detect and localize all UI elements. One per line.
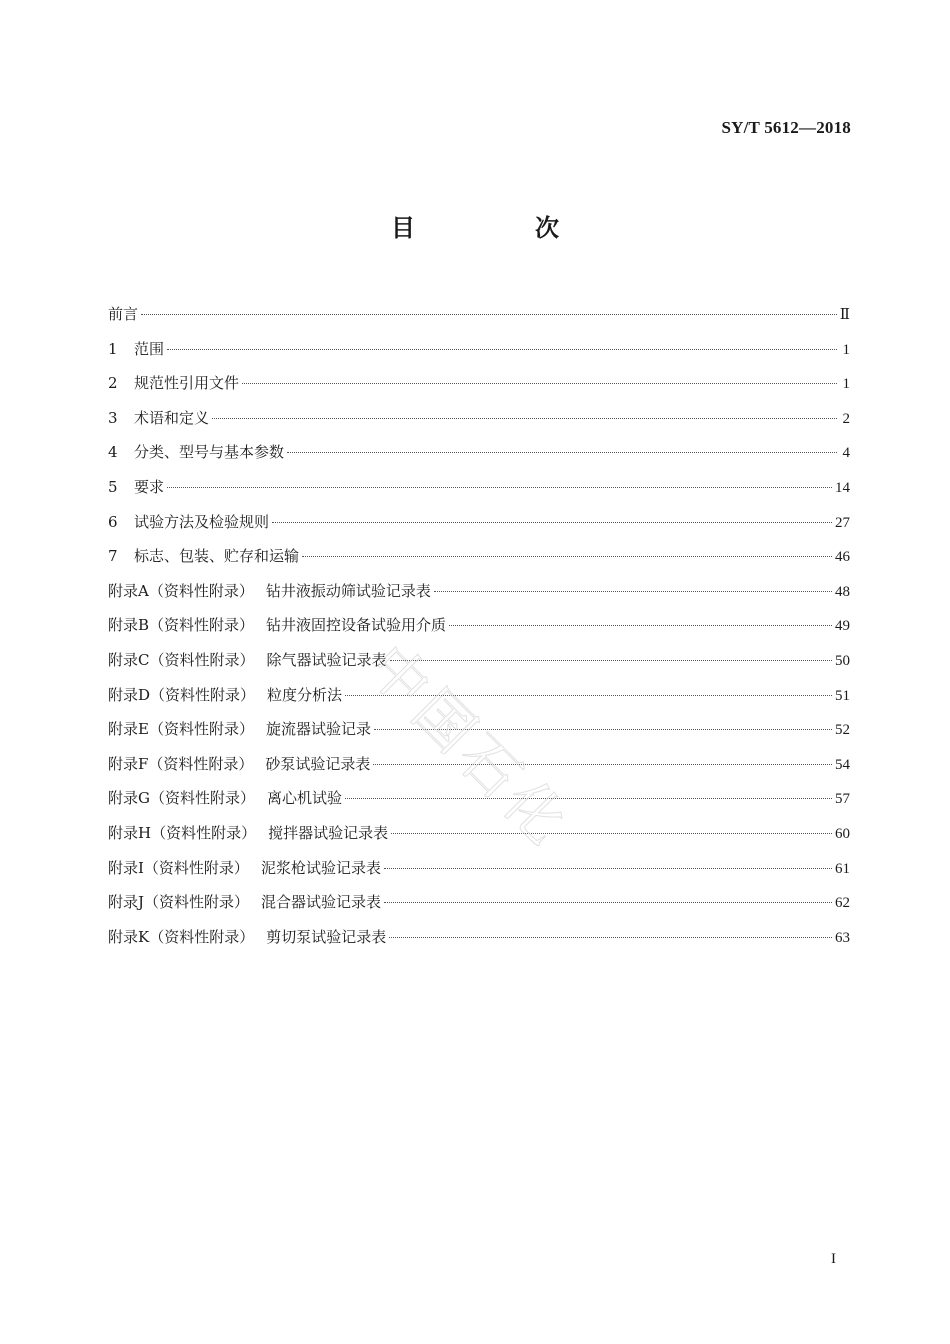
- toc-leader-dots: [167, 349, 837, 350]
- toc-entry-appendix-b[interactable]: [108, 613, 850, 648]
- toc-entry-page: 62: [835, 895, 850, 912]
- toc-entry-appendix-i[interactable]: [108, 856, 850, 891]
- toc-entry-1[interactable]: [108, 337, 850, 372]
- toc-appendix-label: 附录H（资料性附录）: [108, 823, 257, 842]
- toc-entry-6[interactable]: [108, 510, 850, 545]
- toc-appendix-label: 附录E（资料性附录）: [108, 720, 254, 739]
- toc-entry-7[interactable]: [108, 544, 850, 579]
- toc-entry-title: 前言: [108, 305, 139, 323]
- toc-leader-dots: [374, 729, 832, 730]
- toc-leader-dots: [212, 418, 837, 419]
- page-number: I: [831, 1251, 836, 1267]
- toc-entry-appendix-e[interactable]: [108, 717, 850, 752]
- toc-appendix-label: 附录F（资料性附录）: [108, 754, 254, 773]
- toc-appendix-label: 附录K（资料性附录）: [108, 927, 255, 946]
- toc-appendix-label: 附录I（资料性附录）: [108, 858, 249, 877]
- toc-entry-title: 混合器试验记录表: [261, 893, 382, 912]
- toc-entry-appendix-d[interactable]: [108, 683, 850, 718]
- toc-leader-dots: [389, 937, 832, 938]
- toc-entry-title: 旋流器试验记录: [265, 720, 371, 739]
- toc-appendix-label: 附录C（资料性附录）: [108, 650, 255, 669]
- toc-entry-title: 要求: [134, 477, 165, 496]
- toc-entry-number: 4: [108, 443, 118, 462]
- toc-entry-page: 2: [842, 410, 850, 427]
- toc-entry-number: 5: [108, 477, 118, 496]
- toc-entry-title: 剪切泵试验记录表: [266, 927, 387, 946]
- toc-entry-appendix-k[interactable]: [108, 925, 850, 960]
- toc-leader-dots: [272, 522, 832, 523]
- toc-entry-number: 6: [108, 512, 118, 531]
- toc-entry-page: 52: [835, 722, 850, 739]
- toc-entry-number: 1: [108, 339, 118, 358]
- toc-entry-appendix-g[interactable]: [108, 786, 850, 821]
- toc-entry-page: 60: [835, 825, 850, 842]
- toc-entry-page: 48: [835, 583, 850, 600]
- toc-entry-title: 钻井液固控设备试验用介质: [266, 616, 447, 635]
- toc-entry-appendix-f[interactable]: [108, 752, 850, 787]
- toc-appendix-label: 附录A（资料性附录）: [108, 581, 254, 600]
- toc-entry-number: 3: [108, 408, 118, 427]
- toc-entry-title: 范围: [134, 339, 165, 358]
- toc-appendix-label: 附录G（资料性附录）: [108, 789, 255, 808]
- toc-leader-dots: [167, 487, 832, 488]
- toc-leader-dots: [302, 556, 832, 557]
- toc-leader-dots: [391, 833, 832, 834]
- toc-entry-page: 63: [835, 929, 850, 946]
- toc-entry-page: 27: [835, 514, 850, 531]
- toc-entry-page: 51: [835, 687, 850, 704]
- toc-leader-dots: [345, 798, 832, 799]
- toc-entry-title: 术语和定义: [134, 408, 210, 427]
- toc-entry-page: 50: [835, 652, 850, 669]
- toc-leader-dots: [373, 764, 832, 765]
- toc-leader-dots: [384, 868, 832, 869]
- toc-entry-4[interactable]: [108, 440, 850, 475]
- toc-entry-number: 2: [108, 374, 118, 393]
- toc-entry-title: 搅拌器试验记录表: [268, 823, 389, 842]
- toc-entry-appendix-j[interactable]: [108, 890, 850, 925]
- toc-entry-page: 1: [842, 341, 850, 358]
- toc-entry-appendix-a[interactable]: [108, 579, 850, 614]
- toc-leader-dots: [287, 452, 837, 453]
- toc-entry-title: 泥浆枪试验记录表: [260, 858, 381, 877]
- watermark: 中国石化: [354, 631, 584, 861]
- toc-leader-dots: [434, 591, 832, 592]
- page-title: 目 次: [391, 214, 607, 242]
- toc-entry-appendix-h[interactable]: [108, 821, 850, 856]
- toc-entry-page: 46: [835, 549, 850, 566]
- toc-entry-5[interactable]: [108, 475, 850, 510]
- toc-entry-page: 1: [842, 376, 850, 393]
- toc-entry-title: 规范性引用文件: [134, 374, 240, 393]
- toc-entry-page: Ⅱ: [839, 307, 850, 323]
- toc-leader-dots: [390, 660, 833, 661]
- toc-entry-page: 61: [835, 860, 850, 877]
- toc-entry-2[interactable]: [108, 371, 850, 406]
- table-of-contents: [108, 302, 850, 959]
- toc-entry-page: 14: [835, 479, 850, 496]
- toc-entry-foreword[interactable]: [108, 302, 850, 337]
- toc-entry-title: 粒度分析法: [267, 685, 343, 704]
- toc-leader-dots: [384, 902, 832, 903]
- toc-leader-dots: [242, 383, 837, 384]
- toc-appendix-label: 附录B（资料性附录）: [108, 616, 255, 635]
- toc-entry-title: 标志、包装、贮存和运输: [134, 547, 300, 566]
- toc-entry-title: 砂泵试验记录表: [265, 754, 371, 773]
- toc-entry-title: 钻井液振动筛试验记录表: [265, 581, 431, 600]
- toc-entry-title: 除气器试验记录表: [266, 650, 387, 669]
- standard-code: SY/T 5612—2018: [721, 118, 851, 137]
- toc-entry-page: 49: [835, 618, 850, 635]
- toc-leader-dots: [345, 695, 832, 696]
- toc-leader-dots: [141, 314, 837, 315]
- toc-entry-page: 4: [842, 445, 850, 462]
- toc-entry-page: 57: [835, 791, 850, 808]
- toc-appendix-label: 附录D（资料性附录）: [108, 685, 256, 704]
- toc-entry-title: 离心机试验: [266, 789, 342, 808]
- toc-leader-dots: [449, 625, 832, 626]
- toc-entry-page: 54: [835, 756, 850, 773]
- toc-entry-title: 试验方法及检验规则: [134, 512, 270, 531]
- toc-entry-3[interactable]: [108, 406, 850, 441]
- toc-entry-appendix-c[interactable]: [108, 648, 850, 683]
- toc-entry-number: 7: [108, 547, 118, 566]
- toc-appendix-label: 附录J（资料性附录）: [108, 893, 250, 912]
- toc-entry-title: 分类、型号与基本参数: [134, 443, 285, 462]
